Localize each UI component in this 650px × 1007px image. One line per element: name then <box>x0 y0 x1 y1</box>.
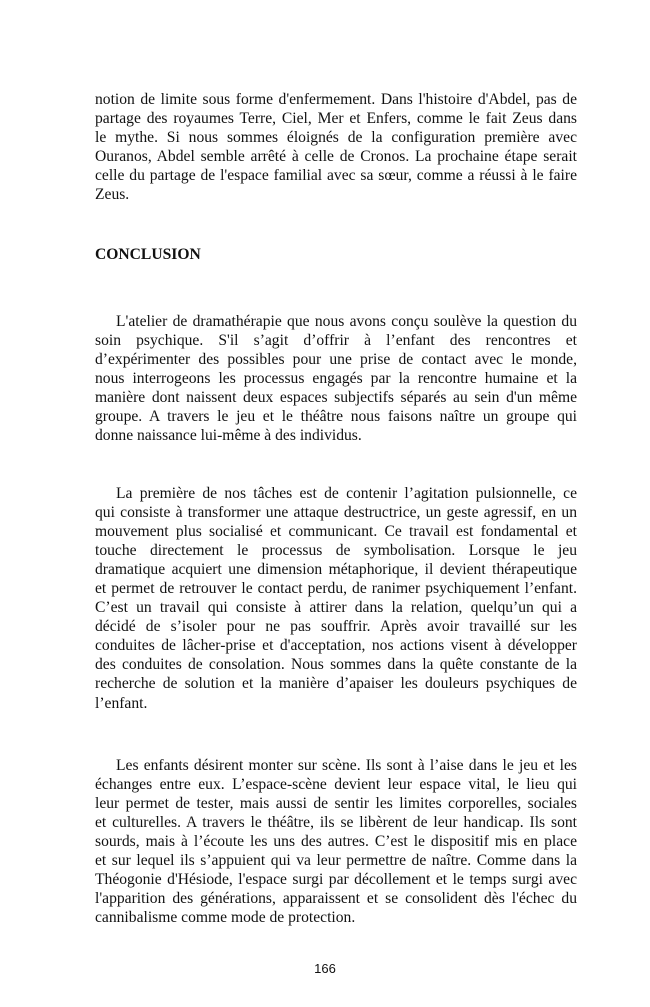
paragraph-tasks <box>95 484 577 713</box>
text-line: et culturelles. A travers le théâtre, ils se libèrent de leur handicap. Ils sont <box>95 814 577 832</box>
text-line: touche directement le processus de symbolisation. Lorsque le jeu <box>95 542 577 560</box>
text-line: manière dont naissent deux espaces subjectifs séparés au sein d'un même <box>95 389 577 407</box>
page-number: 166 <box>314 961 336 976</box>
text-line: Théogonie d'Hésiode, l'espace surgi par décollement et le temps surgi avec <box>95 871 577 889</box>
text-line: recherche de solution et la manière d’apaiser les douleurs psychiques de <box>95 675 577 693</box>
text-line: soin psychique. S'il s’agit d’offrir à l’enfant des rencontres et <box>95 332 577 350</box>
text-line: et permet de retrouver le contact perdu, de ranimer psychiquement l’enfant. <box>95 580 577 598</box>
text-line: groupe. A travers le jeu et le théâtre nous faisons naître un groupe qui <box>95 408 577 426</box>
text-line: C’est un travail qui consiste à attirer dans la relation, quelqu’un qui a <box>95 599 577 617</box>
paragraph-intro <box>95 312 577 445</box>
section-heading: CONCLUSION <box>95 246 201 263</box>
text-line: qui consiste à transformer une attaque destructrice, un geste agressif, en un <box>95 504 577 522</box>
text-line: notion de limite sous forme d'enfermement. Dans l'histoire d'Abdel, pas de <box>95 91 577 108</box>
text-line: dramatique acquiert une dimension métaphorique, il devient thérapeutique <box>95 561 577 579</box>
text-line: partage des royaumes Terre, Ciel, Mer et Enfers, comme le fait Zeus dans <box>95 110 577 128</box>
text-line: des conduites de consolation. Nous sommes dans la quête constante de la <box>95 656 577 674</box>
text-line: et sur lequel ils s’appuient qui va leur permettre de naître. Comme dans la <box>95 852 577 870</box>
text-line: cannibalisme comme mode de protection. <box>95 909 356 927</box>
text-line: échanges entre eux. L’espace-scène devient leur espace vital, le lieu qui <box>95 776 577 794</box>
text-line: le mythe. Si nous sommes éloignés de la configuration première avec <box>95 129 577 147</box>
text-line: La première de nos tâches est de contenir l’agitation pulsionnelle, ce <box>116 485 577 502</box>
text-line: Ouranos, Abdel semble arrêté à celle de Cronos. La prochaine étape serait <box>95 148 577 166</box>
text-line: l'apparition des générations, apparaissent et se consolident dès l'échec du <box>95 890 577 908</box>
text-line: décidé de s’isoler pour ne pas souffrir. Après avoir travaillé sur les <box>95 618 577 636</box>
text-line: d’expérimenter des possibles pour une prise de contact avec le monde, <box>95 351 577 369</box>
text-line: celle du partage de l'espace familial avec sa sœur, comme a réussi à le faire <box>95 167 577 185</box>
text-line: donne naissance lui-même à des individus. <box>95 427 362 445</box>
paragraph-continuation <box>95 90 577 204</box>
text-line: mouvement plus socialisé et communicant. Ce travail est fondamental et <box>95 523 577 541</box>
text-line: nous interrogeons les processus engagés par la rencontre humaine et la <box>95 370 577 388</box>
text-line: L'atelier de dramathérapie que nous avons conçu soulève la question du <box>116 313 577 330</box>
paragraph-stage <box>95 756 577 927</box>
text-line: conduites de lâcher-prise et d'acceptation, nos actions visent à développer <box>95 637 577 655</box>
text-line: Zeus. <box>95 186 130 204</box>
text-line: leur permet de tester, mais aussi de sentir les limites corporelles, sociales <box>95 795 577 813</box>
text-line: sourds, mais à l’écoute les uns des autres. C’est le dispositif mis en place <box>95 833 577 851</box>
text-line: l’enfant. <box>95 694 148 712</box>
text-line: Les enfants désirent monter sur scène. Ils sont à l’aise dans le jeu et les <box>116 757 577 774</box>
